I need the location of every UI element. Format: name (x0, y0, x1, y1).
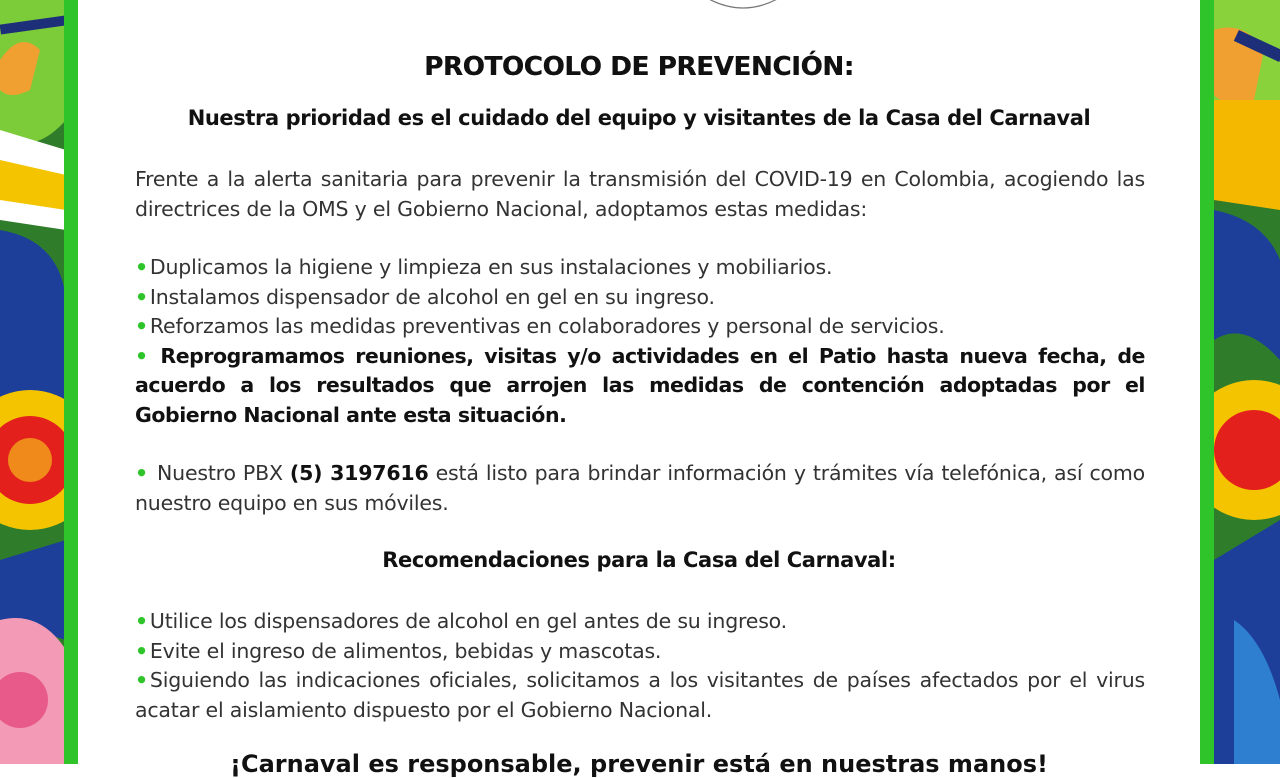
bullet-icon: • (135, 314, 148, 338)
bullet-icon: • (135, 638, 148, 663)
document-page (78, 0, 1200, 778)
left-carnival-art (0, 0, 66, 764)
bullet-icon: • (135, 668, 148, 692)
bullet-icon: • (135, 284, 148, 309)
left-green-border (64, 0, 78, 764)
bullet-icon: • (135, 343, 148, 368)
list-item: •Utilice los dispensadores de alcohol en gel antes de su ingreso. (135, 609, 787, 633)
subtitle: Nuestra prioridad es el cuidado del equipo y visitantes de la Casa del Carnaval (187, 106, 1091, 130)
list-item: • Reprogramamos reuniones, visitas y/o actividades en el Patio hasta nueva fecha, de acuerdo a los resultados que arrojen las medidas de contención adoptadas por el Gobierno Nacional ante esta situación. (135, 343, 1145, 427)
list-item: •Evite el ingreso de alimentos, bebidas y mascotas. (135, 638, 662, 663)
closing-line: ¡Carnaval es responsable, prevenir está en nuestras manos! (230, 750, 1048, 778)
measures-list (135, 253, 1145, 430)
list-item: •Siguiendo las indicaciones oficiales, solicitamos a los visitantes de países afectados por el virus acatar el aislamiento dispuesto por el Gobierno Nacional. (135, 668, 1145, 722)
bullet-icon: • (135, 609, 148, 633)
bullet-icon: • (135, 461, 148, 485)
list-item: •Instalamos dispensador de alcohol en gel en su ingreso. (135, 284, 715, 309)
intro-paragraph: Frente a la alerta sanitaria para prevenir la transmisión del COVID-19 en Colombia, acogiendo las directrices de la OMS y el Gobierno Nacional, adoptamos estas medidas: (135, 167, 1145, 221)
page-title: PROTOCOLO DE PREVENCIÓN: (424, 52, 854, 82)
pbx-number: (5) 3197616 (289, 461, 429, 485)
bullet-icon: • (135, 255, 148, 279)
seal-icon (678, 0, 808, 12)
list-item: •Reforzamos las medidas preventivas en colaboradores y personal de servicios. (135, 314, 945, 338)
recommendations-list (135, 607, 1145, 725)
right-carnival-art (1214, 0, 1280, 764)
recommendations-title: Recomendaciones para la Casa del Carnaval: (382, 548, 896, 572)
pbx-paragraph: • Nuestro PBX (5) 3197616 está listo para brindar información y trámites vía telefónica, así como nuestro equipo en sus móviles. (135, 461, 1145, 515)
right-green-border (1200, 0, 1214, 764)
list-item: •Duplicamos la higiene y limpieza en sus instalaciones y mobiliarios. (135, 255, 833, 279)
